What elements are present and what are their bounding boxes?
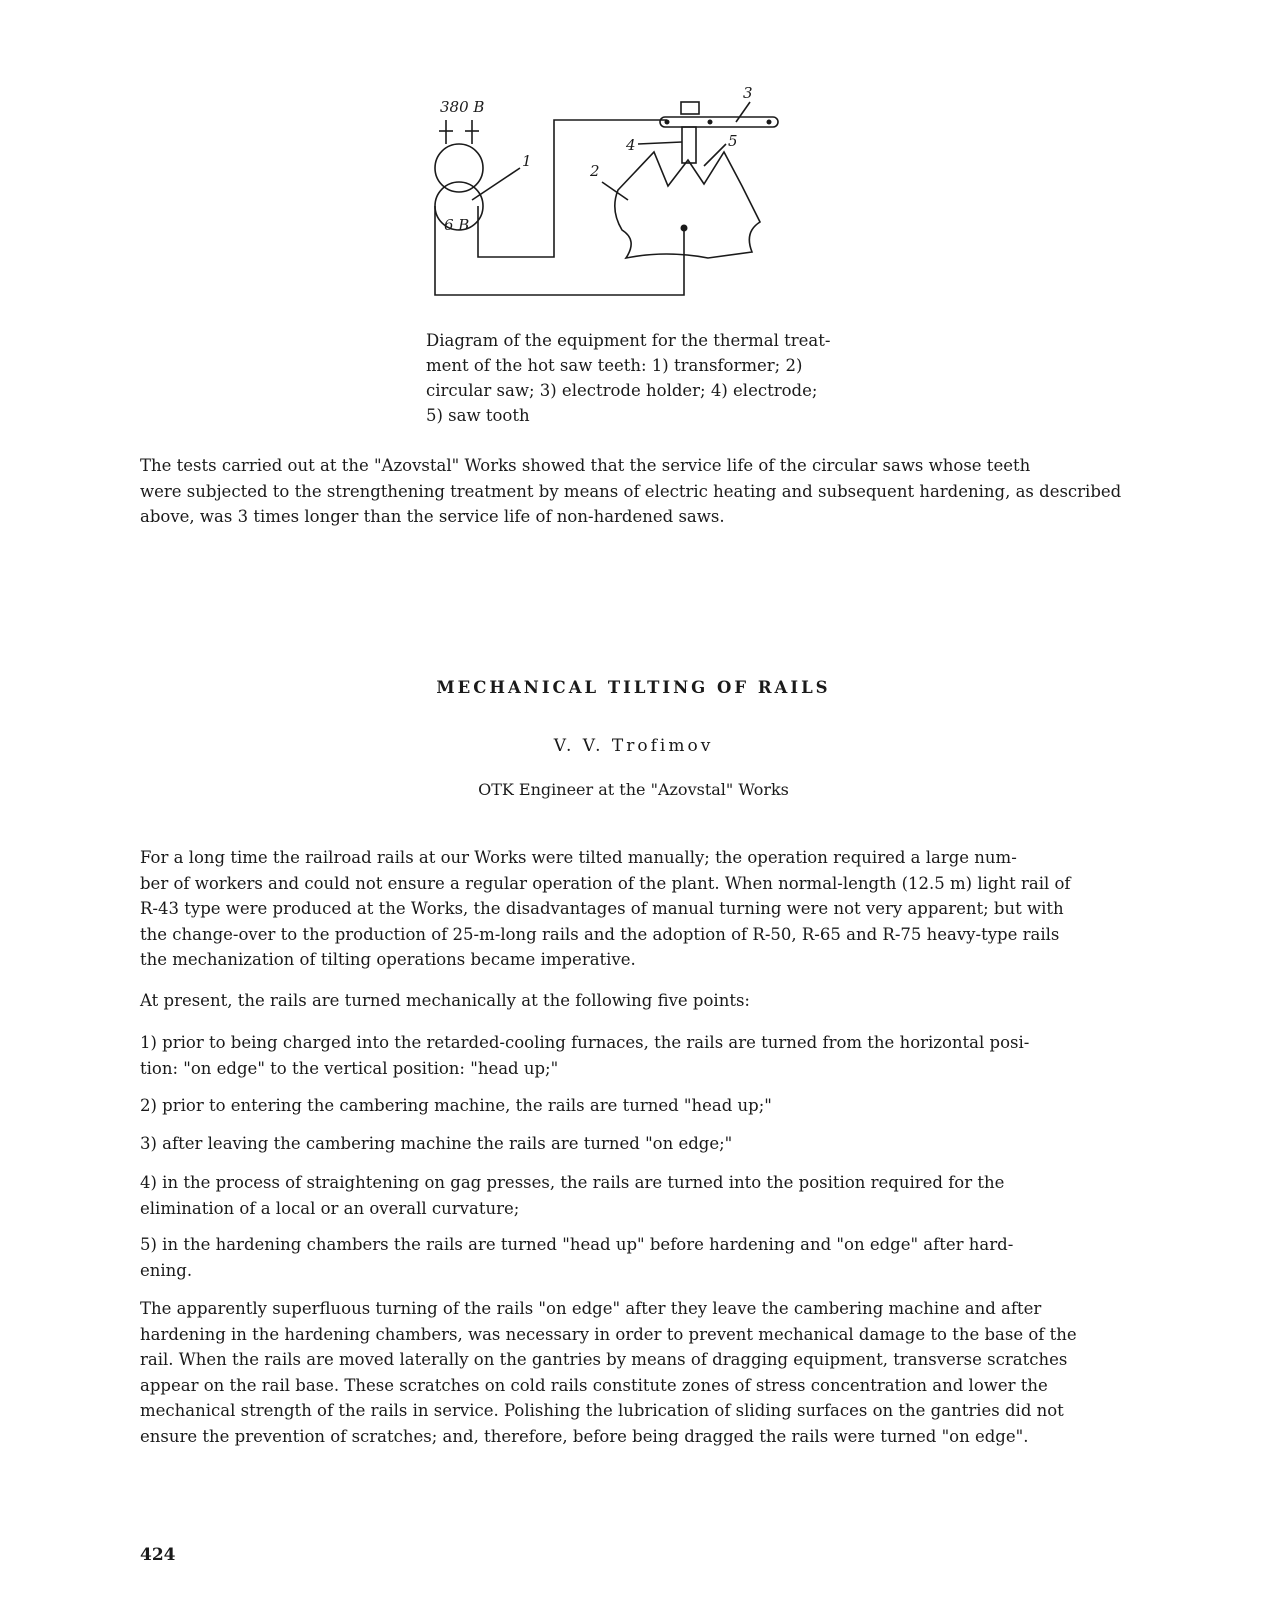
- text-line: ensure the prevention of scratches; and, therefore, before being dragged the rails were turned "on edge".: [140, 1426, 1029, 1446]
- caption-line: 5) saw tooth: [426, 406, 530, 425]
- text-line: mechanical strength of the rails in service. Polishing the lubrication of sliding surfaces on the gantries did not: [140, 1401, 1064, 1420]
- caption-line: circular saw; 3) electrode holder; 4) electrode;: [426, 381, 818, 400]
- article-author: V. V. Trofimov: [553, 736, 714, 756]
- text-line: rail. When the rails are moved laterally on the gantries by means of dragging equipment, transverse scratches: [140, 1350, 1068, 1369]
- text-line: The apparently superfluous turning of the rails "on edge" after they leave the cambering machine and after: [140, 1299, 1042, 1318]
- text-line: 4) in the process of straightening on gag presses, the rails are turned into the position required for the: [140, 1173, 1005, 1192]
- text-line: 5) in the hardening chambers the rails are turned "head up" before hardening and "on edge" after hard-: [140, 1235, 1014, 1254]
- list-item-4: [140, 1170, 1140, 1221]
- figure-caption: [426, 328, 866, 428]
- voltage-top-label: 380 В: [440, 98, 485, 116]
- holder-knob: [681, 102, 699, 114]
- intro-paragraph: [140, 453, 1140, 530]
- article-title: MECHANICAL TILTING OF RAILS: [436, 678, 831, 697]
- text-line: elimination of a local or an overall curvature;: [140, 1198, 520, 1218]
- caption-line: Diagram of the equipment for the thermal treat-: [426, 331, 831, 350]
- text-line: For a long time the railroad rails at our Works were tilted manually; the operation required a large num-: [140, 848, 1017, 867]
- equipment-diagram: [430, 82, 810, 307]
- list-item-5: [140, 1232, 1140, 1283]
- text-line: 2) prior to entering the cambering machine, the rails are turned "head up;": [140, 1096, 772, 1115]
- leader-3: [736, 102, 750, 122]
- paragraph-2: [140, 988, 1140, 1014]
- transformer-coil-primary: [435, 144, 483, 192]
- list-item-3: [140, 1131, 1140, 1157]
- label-5: 5: [728, 132, 738, 150]
- label-1: 1: [522, 152, 532, 170]
- text-line: ening.: [140, 1260, 193, 1280]
- holder-pivot-right: [767, 120, 772, 125]
- text-line: the mechanization of tilting operations became imperative.: [140, 950, 636, 969]
- text-line: At present, the rails are turned mechanically at the following five points:: [140, 991, 750, 1010]
- leader-4: [638, 142, 682, 144]
- text-line: 1) prior to being charged into the retarded-cooling furnaces, the rails are turned from the horizontal posi-: [140, 1033, 1030, 1052]
- author-affiliation: OTK Engineer at the "Azovstal" Works: [478, 780, 789, 799]
- voltage-bottom-label: 6 В: [444, 216, 470, 234]
- leader-1: [472, 168, 520, 200]
- paragraph-3: [140, 1296, 1140, 1449]
- paragraph-1: [140, 845, 1140, 973]
- circuit-wire-bottom: [435, 206, 684, 295]
- text-line: The tests carried out at the "Azovstal" Works showed that the service life of the circular saws whose teeth: [140, 456, 1031, 475]
- text-line: 3) after leaving the cambering machine the rails are turned "on edge;": [140, 1134, 733, 1153]
- saw-contact-point: [681, 225, 688, 232]
- text-line: hardening in the hardening chambers, was necessary in order to prevent mechanical damage to the base of the: [140, 1324, 1077, 1344]
- text-line: R-43 type were produced at the Works, the disadvantages of manual turning were not very apparent; but with: [140, 899, 1064, 918]
- electrode: [682, 127, 696, 163]
- list-item-2: [140, 1093, 1140, 1119]
- label-2: 2: [590, 162, 600, 180]
- caption-line: ment of the hot saw teeth: 1) transformer; 2): [426, 356, 803, 375]
- electrode-holder: [660, 117, 778, 127]
- text-line: tion: "on edge" to the vertical position: "head up;": [140, 1058, 559, 1078]
- text-line: were subjected to the strengthening treatment by means of electric heating and subsequent hardening, as described: [140, 481, 1122, 501]
- label-3: 3: [743, 84, 753, 102]
- list-item-1: [140, 1030, 1140, 1081]
- circular-saw: [615, 152, 760, 258]
- label-4: 4: [626, 136, 636, 154]
- circuit-wire-top: [478, 120, 667, 257]
- holder-pivot-left: [665, 120, 670, 125]
- holder-pivot-mid: [708, 120, 713, 125]
- text-line: appear on the rail base. These scratches on cold rails constitute zones of stress concentration and lower the: [140, 1375, 1048, 1395]
- text-line: above, was 3 times longer than the service life of non-hardened saws.: [140, 507, 725, 526]
- text-line: ber of workers and could not ensure a regular operation of the plant. When normal-length (12.5 m) light rail of: [140, 873, 1071, 893]
- text-line: the change-over to the production of 25-m-long rails and the adoption of R-50, R-65 and R-75 heavy-type rails: [140, 924, 1060, 944]
- page-number: 424: [140, 1545, 176, 1565]
